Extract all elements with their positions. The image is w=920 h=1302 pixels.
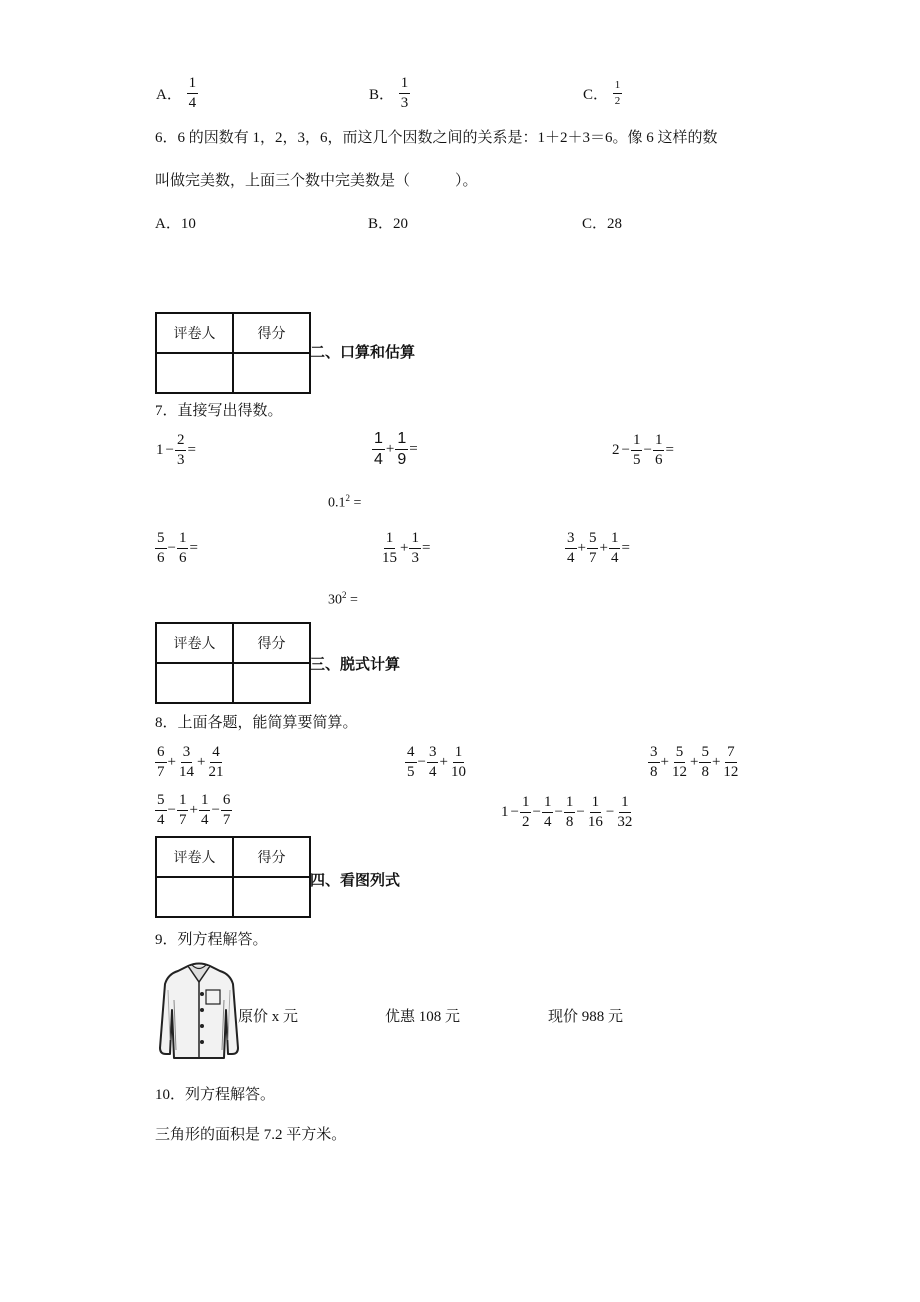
q7-expression-4: $0.1^2$ = [328,493,362,511]
score-label: 得分 [233,837,310,877]
q10-text: 三角形的面积是 7.2 平方米。 [155,1127,347,1143]
q7-expression-6: $\frac{1}{15}$ + $\frac{1}{3}$ = [382,530,431,566]
q8-expression-5: 1 − $\frac{1}{2}$ − $\frac{1}{4}$ − $\frac{1}{8}$ − $\frac{1}{16}$ − $\frac{1}{32}$ [501,794,633,830]
score-label: 得分 [233,313,310,353]
q8-expression-3: $\frac{3}{8}$ + $\frac{5}{12}$ + $\frac{5}{8}$ + $\frac{7}{12}$ [650,744,739,780]
score-cell[interactable] [233,877,310,917]
q6-option-a: A．10 [155,216,196,232]
section-title: 三、脱式计算 [310,655,401,673]
q6-line1: 6．6 的因数有 1，2，3，6，而这几个因数之间的关系是：1＋2＋3＝6。像 6 这样的数 [155,130,718,146]
original-price-label: 原价 x 元 [238,1009,299,1025]
q6-option-c: C．28 [582,216,623,232]
q10-title: 10．列方程解答。 [155,1087,276,1103]
q7-expression-1: 1 − $\frac{2}{3}$ = [156,432,196,468]
q6-option-b: B．20 [368,216,409,232]
grader-cell[interactable] [156,877,233,917]
discount-label: 优惠 108 元 [385,1009,461,1025]
q8-expression-1: $\frac{6}{7}$ + $\frac{3}{14}$ + $\frac{4}{21}$ [157,744,224,780]
current-price-label: 现价 988 元 [548,1009,624,1025]
q9-title: 9．列方程解答。 [155,932,268,948]
grader-label: 评卷人 [156,313,233,353]
score-cell[interactable] [233,663,310,703]
score-label: 得分 [233,623,310,663]
section-title: 四、看图列式 [310,871,401,889]
fraction: $\frac{1}{3}$ [400,75,409,111]
grader-cell[interactable] [156,663,233,703]
q7-title: 7．直接写出得数。 [155,403,283,419]
grader-label: 评卷人 [156,623,233,663]
q8-title: 8．上面各题，能简算要简算。 [155,715,358,731]
q5-option-a: A． $\frac{1}{4}$ [156,75,197,111]
grader-label: 评卷人 [156,837,233,877]
grader-table [155,836,311,918]
jacket-icon [158,960,240,1062]
q7-expression-3: 2 − $\frac{1}{5}$ − $\frac{1}{6}$ = [612,432,674,468]
score-cell[interactable] [233,353,310,393]
section-title: 二、口算和估算 [310,343,416,361]
grader-table [155,622,311,704]
q7-expression-2: $\frac{1}{4}$ + $\frac{1}{9}$ = [374,430,418,468]
q7-expression-7: $\frac{3}{4}$ + $\frac{5}{7}$ + $\frac{1}{4}$ = [567,530,630,566]
q5-option-b: B． $\frac{1}{3}$ [369,75,409,111]
q8-expression-4: $\frac{5}{4}$ − $\frac{1}{7}$ + $\frac{1}{4}$ − $\frac{6}{7}$ [157,792,231,828]
fraction: $\frac{1}{2}$ [614,79,621,107]
grader-cell[interactable] [156,353,233,393]
fraction: $\frac{1}{4}$ [188,75,197,111]
q6-line2: 叫做完美数，上面三个数中完美数是（ ）。 [155,173,478,189]
q5-option-c: C． $\frac{1}{2}$ [583,79,621,107]
q8-expression-2: $\frac{4}{5}$ − $\frac{3}{4}$ + $\frac{1}{10}$ [407,744,466,780]
q7-expression-5: $\frac{5}{6}$ − $\frac{1}{6}$ = [157,530,198,566]
q7-expression-8: $30^2$ = [328,590,358,608]
grader-table [155,312,311,394]
jacket-image [158,960,240,1067]
